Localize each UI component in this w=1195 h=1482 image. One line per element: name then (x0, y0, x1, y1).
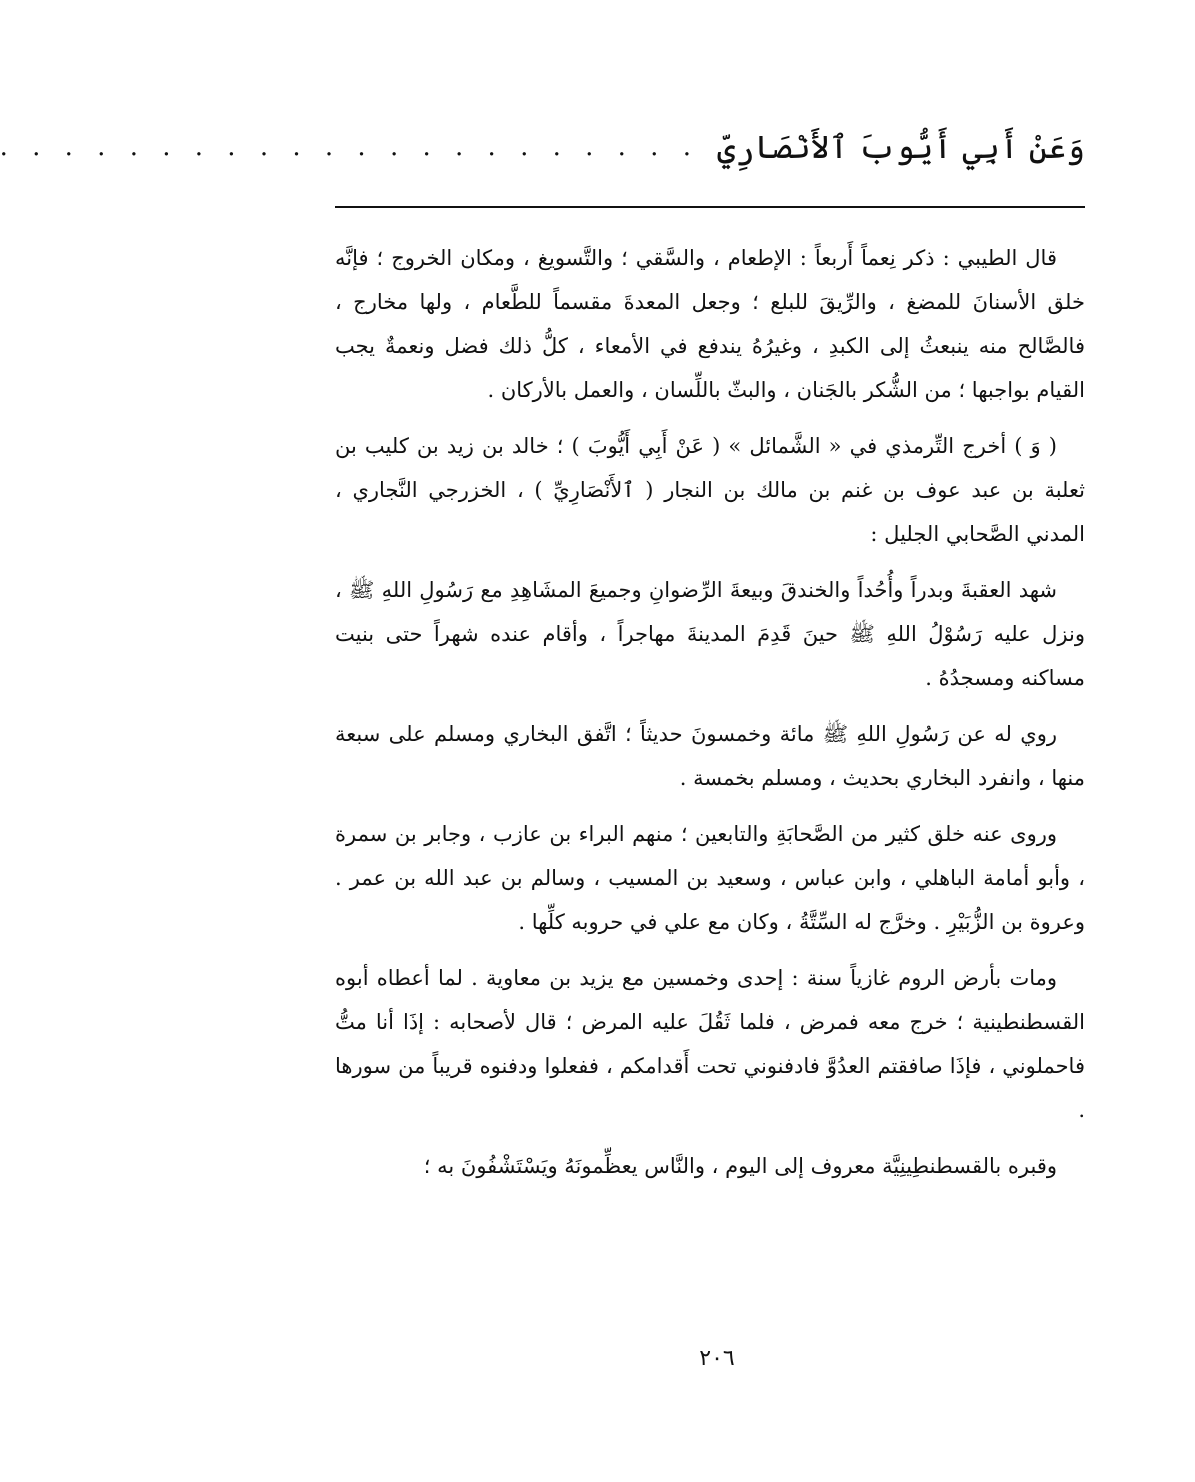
page-header (0, 112, 1085, 182)
paragraph-narrators: وروى عنه خلق كثير من الصَّحابَةِ والتابعين ؛ منهم البراء بن عازب ، وجابر بن سمرة ، وأبو أمامة الباهلي ، وابن عباس ، وسعيد بن المسيب ، وسالم بن عبد الله بن عمر . وعروة بن الزُّبَيْرِ . وخرَّج له السِّتَّةُ ، وكان مع علي في حروبه كلِّها . (335, 822, 1085, 934)
paragraph-tibi-commentary: قال الطيبي : ذكر نِعماً أَربعاً : الإطعام ، والسَّقي ؛ والتَّسويغ ، ومكان الخروج ؛ فإنَّه خلق الأسنانَ للمضغ ، والرِّيقَ للبلع ؛ وجعل المعدةَ مقسماً للطَّعام ، ولها مخارج ، فالصَّالح منه ينبعثُ إلى الكبدِ ، وغيرُهُ يندفع في الأمعاء ، كلُّ ذلك فضل ونعمةٌ يجب القيام بواجبها ؛ من الشُّكر بالجَنان ، والبثّ باللِّسان ، والعمل بالأركان . (335, 246, 1085, 402)
page-number: ٢٠٦ (699, 1346, 735, 1371)
paragraph-narrations: روي له عن رَسُولِ اللهِ ﷺ مائة وخمسونَ حديثاً ؛ اتَّفق البخاري ومسلم على سبعة منها ، وانفرد البخاري بحديث ، ومسلم بخمسة . (335, 722, 1085, 790)
paragraph-battles: شهد العقبةَ وبدراً وأُحُداً والخندقَ وبيعةَ الرِّضوانِ وجميعَ المشَاهِدِ مع رَسُولِ اللهِ ﷺ ، ونزل عليه رَسُوْلُ اللهِ ﷺ حينَ قَدِمَ المدينةَ مهاجراً ، وأقام عنده شهراً حتى بنيت مساكنه ومسجدُهُ . (335, 578, 1085, 690)
paragraph-grave: وقبره بالقسطنطِينِيَّة معروف إلى اليوم ، والنَّاس يعظِّمونَهُ ويَسْتَشْفُونَ به ؛ (423, 1154, 1057, 1178)
header-dot-leader: . . . . . . . . . . . . . . . . . . . . . . (0, 132, 699, 162)
paragraph-death: ومات بأرض الروم غازياً سنة : إحدى وخمسين مع يزيد بن معاوية . لما أعطاه أبوه القسطنطينية ؛ خرج معه فمرض ، فلما ثَقُلَ عليه المرض ؛ قال لأصحابه : إذَا أنا متُّ فاحملوني ، فإذَا صافقتم العدُوَّ فادفنوني تحت أَقدامكم ، ففعلوا ودفنوه قريباً من سورها . (335, 966, 1085, 1122)
header-rule (335, 206, 1085, 208)
header-title: وَعَنْ أَبِي أَيُّوبَ ٱلأَنْصَارِيِّ (716, 128, 1085, 166)
page-body (335, 236, 1085, 1200)
paragraph-abu-ayyub-lineage: ( وَ ) أخرج التِّرمذي في « الشَّمائل » ( عَنْ أَبِي أَيُّوبَ ) ؛ خالد بن زيد بن كليب بن ثعلبة بن عبد عوف بن غنم بن مالك بن النجار ( ٱلأَنْصَارِيِّ ) ، الخزرجي النَّجاري ، المدني الصَّحابي الجليل : (335, 434, 1085, 546)
